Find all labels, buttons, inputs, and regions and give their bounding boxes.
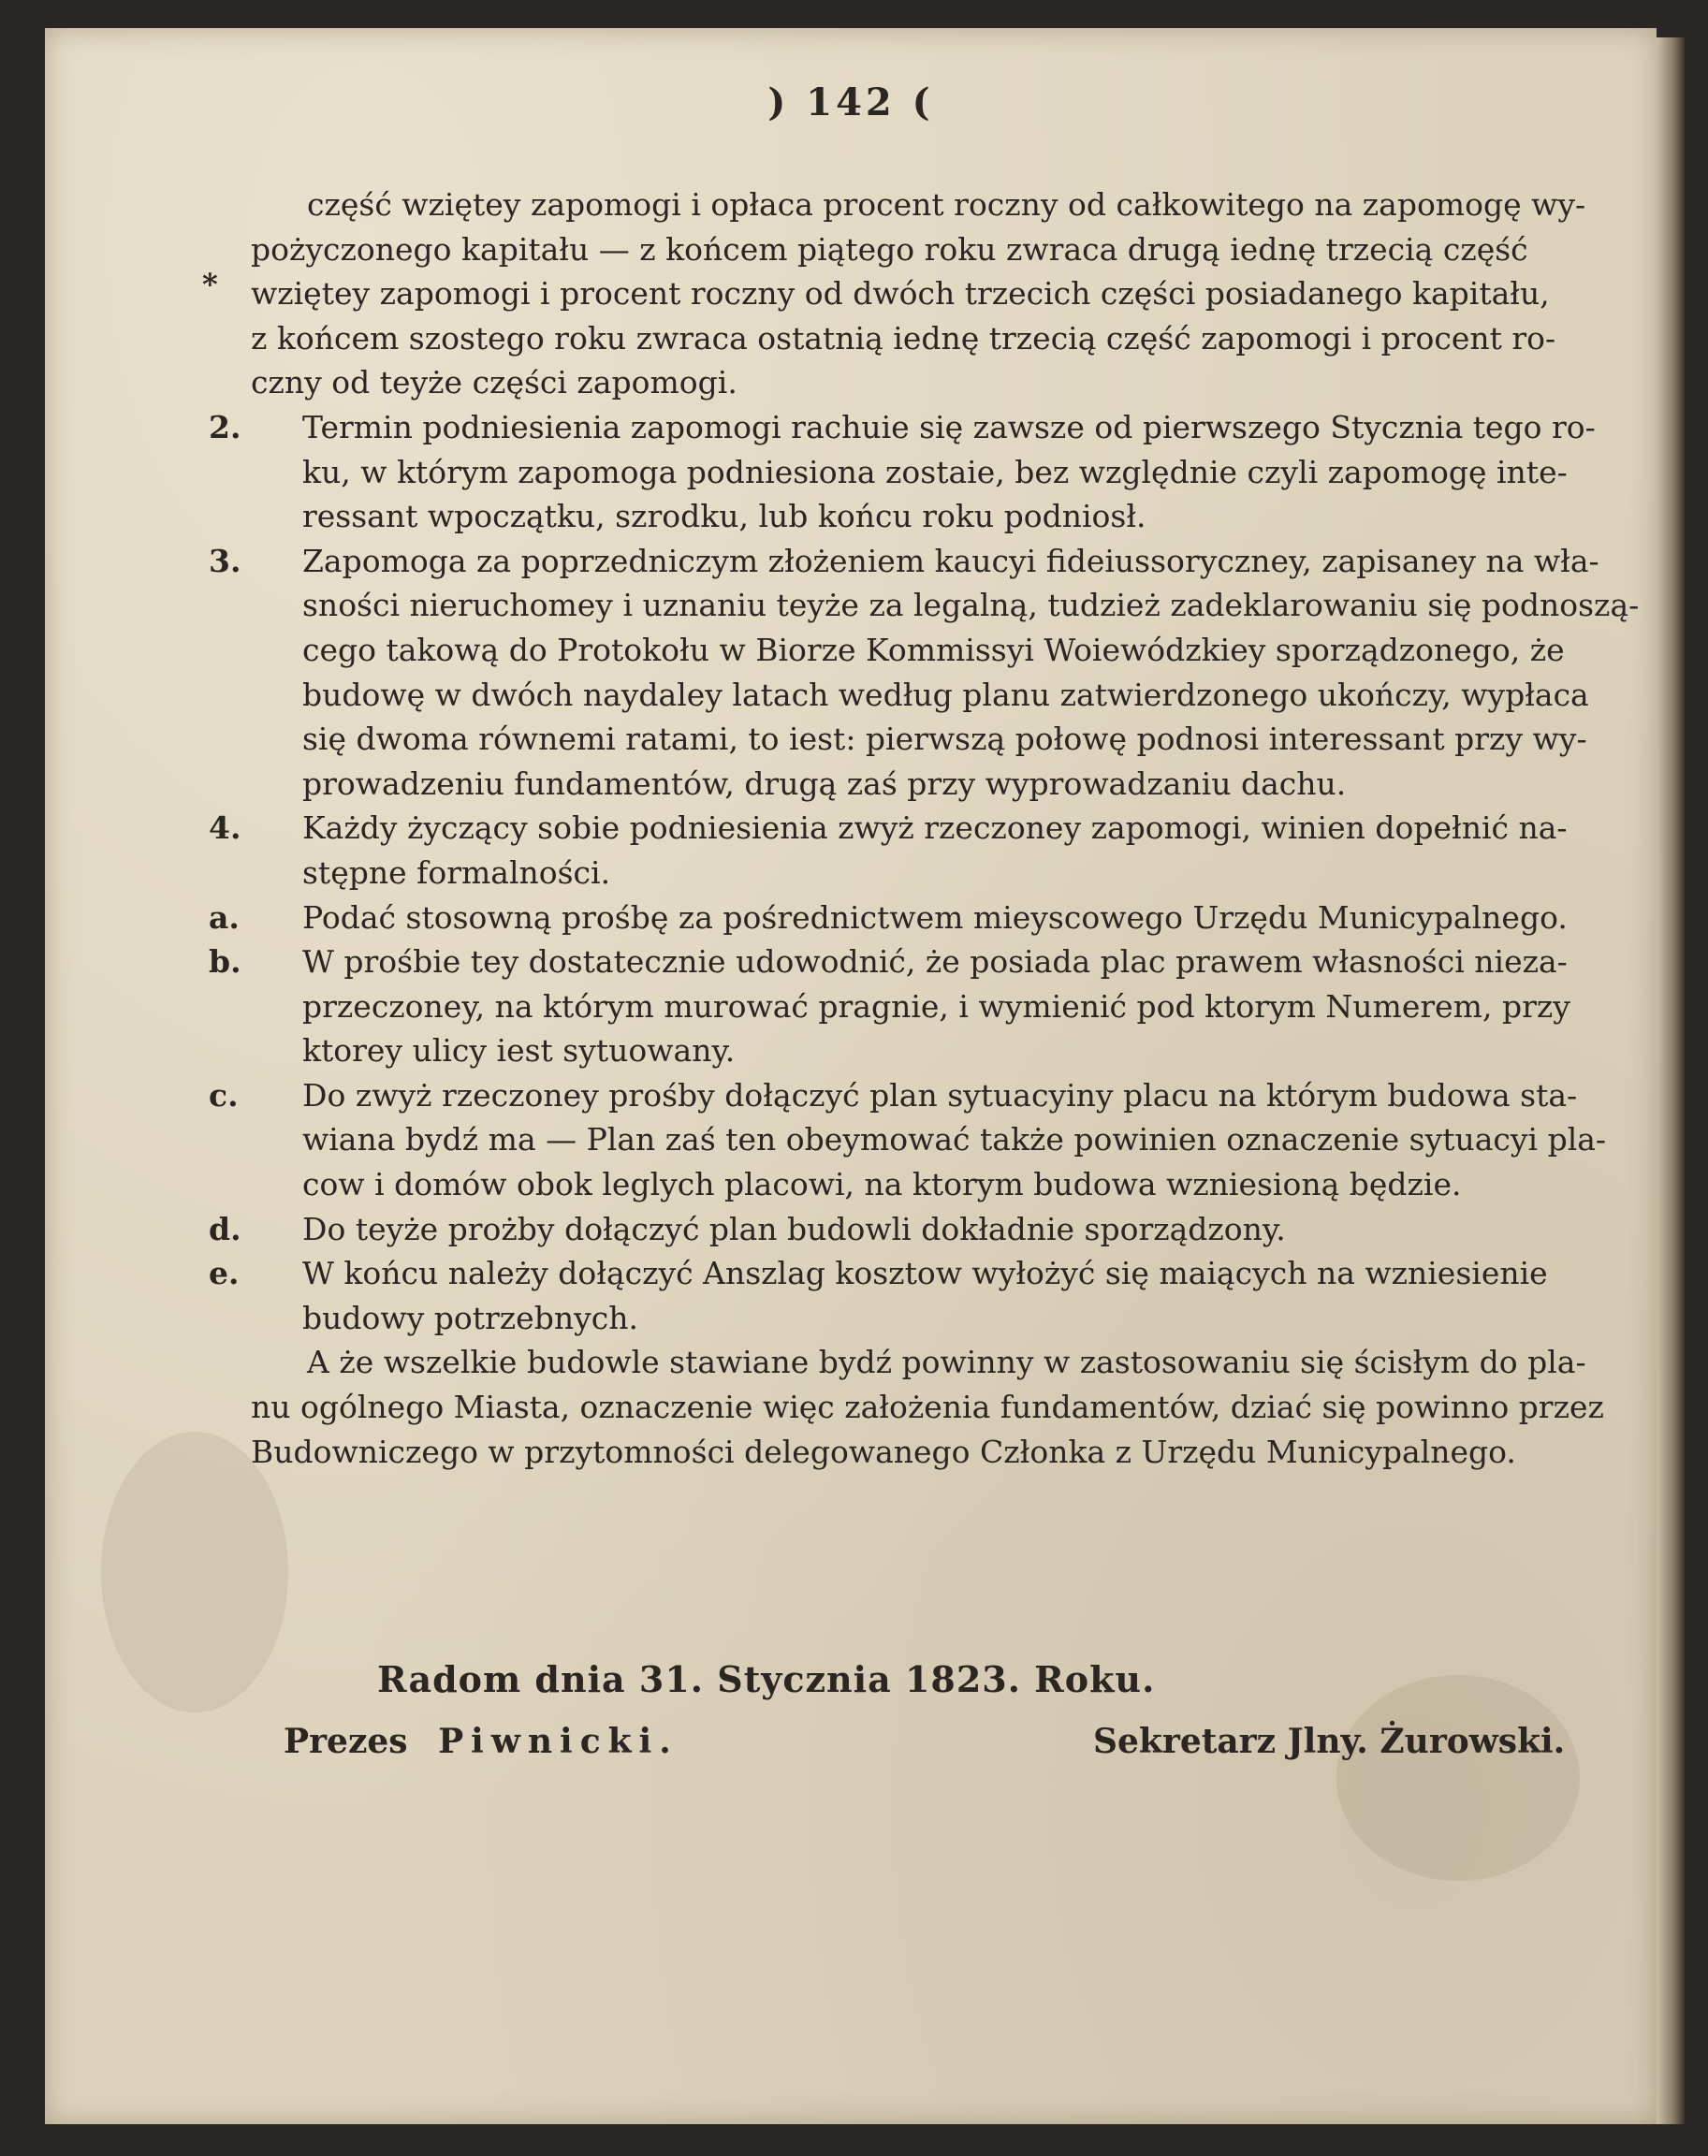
text-line: prowadzeniu fundamentów, drugą zaś przy wyprowadzaniu dachu. — [302, 765, 1347, 802]
item-number: 2. — [209, 408, 241, 445]
text-line: ressant wpoczątku, szrodku, lub końcu roku podniosł. — [302, 498, 1146, 535]
text-line: W prośbie tey dostatecznie udowodnić, że posiada plac prawem własności nieza- — [302, 943, 1568, 981]
text-line: Do teyże prożby dołączyć plan budowli dokładnie sporządzony. — [302, 1210, 1286, 1247]
text-line: A że wszelkie budowle stawiane bydź powinny w zastosowaniu się ścisłym do pla- — [307, 1344, 1586, 1381]
text-line: z końcem szostego roku zwraca ostatnią iednę trzecią część zapomogi i procent ro- — [251, 319, 1556, 357]
text-line: wiana bydź ma — Plan zaś ten obeymować także powinien oznaczenie sytuacyi pla- — [302, 1121, 1607, 1158]
item-number: 4. — [209, 809, 241, 847]
item-number: e. — [209, 1255, 240, 1292]
opening-paragraph — [251, 182, 1655, 405]
text-line: Do zwyż rzeczoney prośby dołączyć plan sytuacyiny placu na którym budowa sta- — [302, 1076, 1578, 1114]
text-line: przeczoney, na którym murować pragnie, i wymienić pod ktorym Numerem, przy — [302, 987, 1570, 1025]
closing-paragraph — [251, 1340, 1655, 1474]
text-line: Podać stosowną prośbę za pośrednictwem mieyscowego Urzędu Municypalnego. — [302, 898, 1568, 936]
item-a — [209, 896, 1655, 940]
text-line: budowę w dwóch naydaley latach według planu zatwierdzonego ukończy, wypłaca — [302, 676, 1589, 713]
page-edge — [1657, 37, 1685, 2124]
text-line: sności nieruchomey i uznaniu teyże za legalną, tudzież zadeklarowaniu się podnoszą- — [302, 587, 1640, 624]
margin-mark: * — [202, 267, 218, 302]
signature-secretary — [1093, 1722, 1565, 1761]
text-line: wziętey zapomogi i procent roczny od dwóch trzecich części posiadanego kapitału, — [251, 275, 1550, 313]
text-line: Każdy życzący sobie podniesienia zwyż rzeczoney zapomogi, winien dopełnić na- — [302, 809, 1568, 847]
text-line: się dwoma równemi ratami, to iest: pierwszą połowę podnosi interessant przy wy- — [302, 721, 1587, 758]
text-line: czny od teyże części zapomogi. — [251, 364, 737, 401]
item-3 — [209, 539, 1655, 807]
text-line: Zapomoga za poprzedniczym złożeniem kaucyi fideiussoryczney, zapisaney na wła- — [302, 542, 1599, 579]
item-2 — [209, 405, 1655, 539]
text-line: część wziętey zapomogi i opłaca procent roczny od całkowitego na zapomogę wy- — [307, 186, 1586, 223]
text-line: Budowniczego w przytomności delegowanego Członka z Urzędu Municypalnego. — [251, 1433, 1516, 1470]
text-line: cego takową do Protokołu w Biorze Kommissyi Woiewódzkiey sporządzonego, że — [302, 631, 1565, 668]
text-line: W końcu należy dołączyć Anszlag kosztow wyłożyć się maiących na wzniesienie — [302, 1255, 1548, 1292]
text-line: pożyczonego kapitału — z końcem piątego roku zwraca drugą iednę trzecią część — [251, 230, 1528, 268]
signature-president — [284, 1722, 679, 1761]
page-number: ) 142 ( — [767, 80, 934, 124]
text-line: ku, w którym zapomoga podniesiona zostaie, bez względnie czyli zapomogę inte- — [302, 453, 1568, 490]
paper-stain — [1336, 1675, 1580, 1881]
signature-name: Żurowski. — [1380, 1722, 1566, 1761]
body-text — [209, 182, 1655, 1474]
document-page — [45, 28, 1657, 2124]
item-number: 3. — [209, 542, 241, 579]
item-d — [209, 1207, 1655, 1252]
signature-title: Sekretarz Jlny. — [1093, 1722, 1368, 1761]
item-c — [209, 1073, 1655, 1207]
text-line: budowy potrzebnych. — [302, 1299, 638, 1336]
text-line: cow i domów obok leglych placowi, na ktorym budowa wzniesioną będzie. — [302, 1166, 1462, 1203]
text-line: stępne formalności. — [302, 853, 611, 891]
text-line: ktorey ulicy iest sytuowany. — [302, 1032, 736, 1070]
item-number: c. — [209, 1076, 239, 1114]
item-number: d. — [209, 1210, 241, 1247]
text-line: Termin podniesienia zapomogi rachuie się zawsze od pierwszego Stycznia tego ro- — [302, 408, 1596, 445]
item-b — [209, 940, 1655, 1073]
item-number: a. — [209, 898, 240, 936]
item-number: b. — [209, 943, 241, 981]
signature-name: Piwnicki. — [438, 1722, 679, 1761]
item-4 — [209, 806, 1655, 895]
item-e — [209, 1251, 1655, 1340]
signature-title: Prezes — [284, 1722, 408, 1761]
date-line: Radom dnia 31. Stycznia 1823. Roku. — [377, 1658, 1156, 1700]
text-line: nu ogólnego Miasta, oznaczenie więc założenia fundamentów, dziać się powinno przez — [251, 1389, 1604, 1426]
